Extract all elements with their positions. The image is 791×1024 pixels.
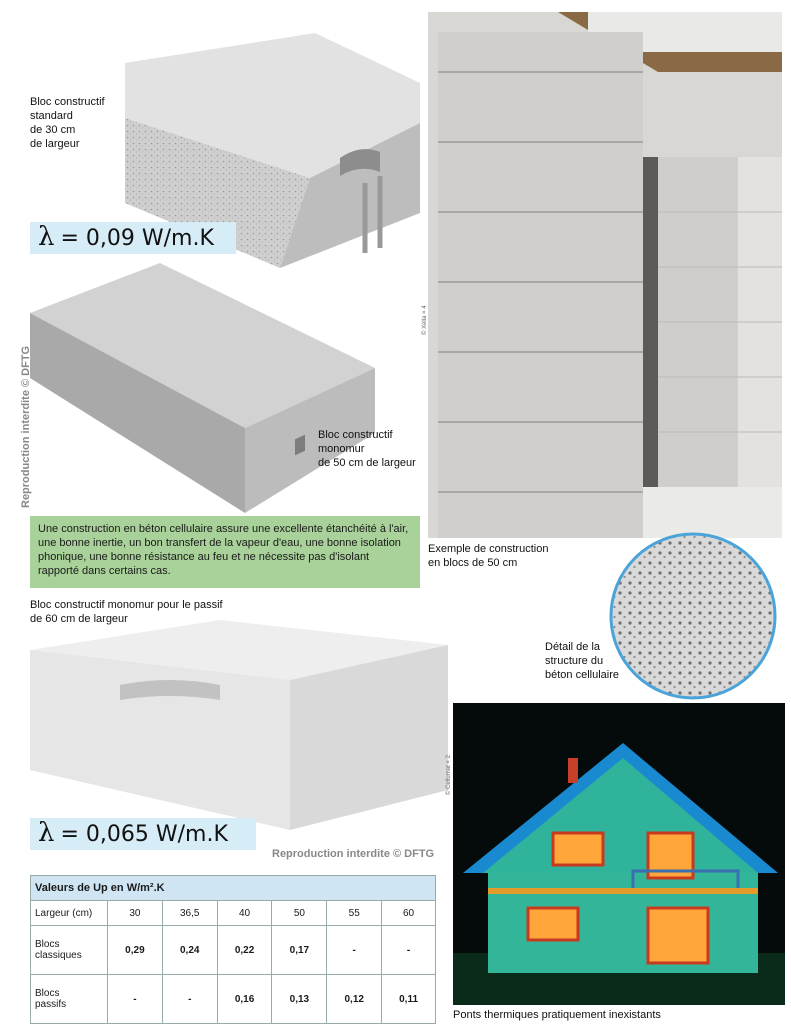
value-cell: 0,29 [108,926,163,975]
value-cell: - [382,926,436,975]
monomur-block-image [30,258,380,518]
lambda-badge-2 [30,818,256,850]
block2-caption: Bloc constructif monomur de 50 cm de largeur [318,429,416,469]
copyright-vertical: Reproduction interdite © DFTG [20,345,32,508]
header-label: Largeur (cm) [31,901,108,926]
lambda-symbol: λ [38,222,55,252]
passive-block-image [30,620,450,830]
photo-credit-2: © Cellumat × 2 [446,755,452,795]
value-cell: 0,12 [327,975,382,1024]
construction-caption: Exemple de construction en blocs de 50 cm [428,543,549,569]
construction-photo [428,12,782,538]
thermal-caption: Ponts thermiques pratiquement inexistants [453,1009,661,1021]
lambda-symbol-2: λ [38,818,55,848]
value-cell: - [108,975,163,1024]
value-cell: 0,17 [272,926,327,975]
width-cell: 40 [217,901,272,926]
value-cell: 0,16 [217,975,272,1024]
width-cell: 55 [327,901,382,926]
value-cell: 0,13 [272,975,327,1024]
copyright-bottom: Reproduction interdite © DFTG [272,848,435,860]
concrete-detail-image [607,530,779,702]
block1-caption: Bloc constructif standard de 30 cm de largeur [30,96,105,150]
table-row [31,926,436,975]
width-cell: 60 [382,901,436,926]
width-cell: 50 [272,901,327,926]
table-title: Valeurs de Up en W/m².K [31,876,436,901]
table-header-row [31,901,436,926]
info-note: Une construction en béton cellulaire assure une excellente étanchéité à l'air, une bonne inertie, un bon transfert de la vapeur d'eau, une bonne isolation phonique, une bonne résistance au feu et ne nécessite pas d'isolant rapporté dans certains cas. [30,516,420,588]
detail-caption: Détail de la structure du béton cellulaire [545,641,619,681]
value-cell: - [162,975,217,1024]
block3-caption: Bloc constructif monomur pour le passif de 60 cm de largeur [30,599,223,625]
lambda-value-2: = 0,065 W/m.K [60,822,228,847]
value-cell: 0,22 [217,926,272,975]
row-label: Blocs passifs [31,975,108,1024]
value-cell: 0,11 [382,975,436,1024]
photo-credit-1: © Xella × 4 [422,305,428,335]
lambda-value-1: = 0,09 W/m.K [60,226,214,251]
width-cell: 30 [108,901,163,926]
lambda-badge-1 [30,222,236,254]
width-cell: 36,5 [162,901,217,926]
up-values-table [30,875,436,1024]
value-cell: - [327,926,382,975]
table-row [31,975,436,1024]
thermal-house-image [453,703,785,1005]
value-cell: 0,24 [162,926,217,975]
row-label: Blocs classiques [31,926,108,975]
